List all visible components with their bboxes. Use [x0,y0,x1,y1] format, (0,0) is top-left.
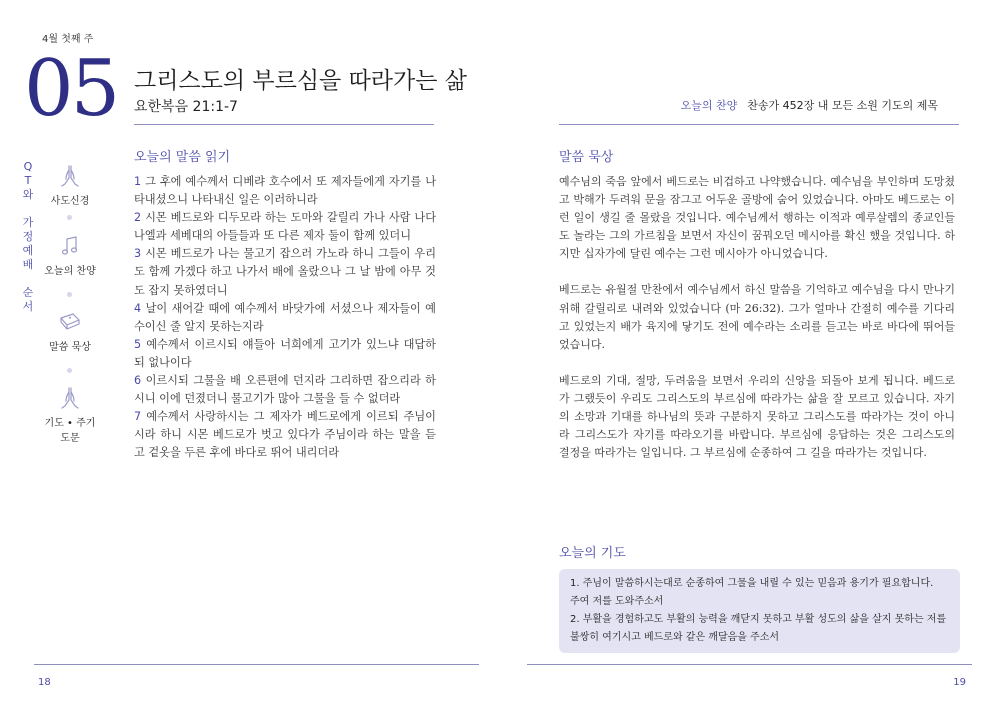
vertical-char: 예 [22,244,34,257]
prayer-heading: 오늘의 기도 [559,546,626,561]
verse-number: 1 [134,175,142,188]
page-title: 그리스도의 부르심을 따라가는 삶 [134,68,467,94]
verse-text: 날이 새어갈 때에 예수께서 바닷가에 서셨으나 제자들이 예수이신 줄 알지 못하는지라 [134,301,436,333]
nav-item-hymn [40,234,100,277]
verse-number: 3 [134,247,142,261]
verse-text: 예수께서 사랑하시는 그 제자가 베드로에게 이르되 주님이시라 하니 시몬 베드로가 벗고 있다가 주님이라 하는 말을 듣고 겉옷을 두른 후에 바다로 뛰어 내리더라 [134,410,436,460]
vertical-section-title [16,160,40,314]
header-divider-right [559,124,959,125]
verse-number: 7 [134,410,142,424]
nav-item-label: 오늘의 찬양 [44,266,96,277]
reading-heading: 오늘의 말씀 읽기 [134,150,231,165]
meditation-section [559,146,955,462]
header-divider-left [134,124,434,125]
vertical-char: 순 [22,286,34,299]
verse-number: 6 [134,374,142,388]
bible-icon [57,310,83,334]
meditation-paragraph: 예수님의 죽음 앞에서 베드로는 비겁하고 나약했습니다. 예수님을 부인하며 도망쳤고 박해가 두려워 문을 잠그고 어두운 골방에 숨어 있었습니다. 아마도 베드로는 이런 일이 생길 줄 몰랐을 것입니다. 예수님께서 행하는 이적과 예루살렘의 종교인들도 놀라는 그의 가르침을 보면서 자신이 꿈꿔오던 메시아를 확신 했을 것입니다. 하지만 십자가에 달린 예수는 그런 메시아가 아니었습니다. [559,175,955,261]
footer-divider-left [34,664,479,665]
praying-hands-icon [59,164,81,188]
prayer-line: 주여 저를 도와주소서 [570,596,664,607]
nav-dot [67,215,72,220]
nav-item-word-meditation [40,310,100,353]
page-number-left: 18 [38,677,51,688]
music-note-icon [59,234,81,258]
reading-body [134,173,436,463]
praying-hands-icon [59,386,81,410]
prayer-box [559,569,960,653]
scripture-reading-section [134,146,436,463]
vertical-gap [16,202,40,216]
prayer-line: 1. 주님이 말씀하시는대로 순종하여 그물을 내릴 수 있는 믿음과 용기가 필요합니다. [570,578,934,589]
verse-number: 5 [134,337,142,351]
vertical-char: Q [23,160,33,173]
prayer-section [559,542,960,653]
hymn-text: 찬송가 452장 내 모든 소원 기도의 제목 [747,99,938,112]
nav-dot [67,292,72,297]
nav-item-apostles-creed [40,164,100,207]
meditation-paragraph: 베드로의 기대, 절망, 두려움을 보면서 우리의 신앙을 되돌아 보게 됩니다. 베드로가 그랬듯이 우리도 그리스도의 부르심에 따라가는 삶을 잘 모르고 있습니다. 자기의 소망과 기대를 하나님의 뜻과 구분하지 못하고 그리스도를 따라가는 것이 아니라 그리스도가 자기를 따라오기를 바랍니다. 부르심에 응답하는 것은 그리스도의 결정을 따라가는 일입니다. 그 부르심에 순종하여 그 길을 따라가는 것입니다. [559,373,955,460]
nav-item-label: 말씀 묵상 [49,342,91,353]
hymn-line [681,97,938,113]
meditation-heading: 말씀 묵상 [559,150,614,165]
verse-number: 2 [134,211,142,225]
nav-item-label: 기도 • 주기도문 [44,418,96,444]
verse-text: 시몬 베드로와 디두모라 하는 도마와 갈릴리 가나 사람 나다나엘과 세베대의 아들들과 또 다른 제자 둘이 함께 있더니 [134,211,436,243]
vertical-char: 배 [22,258,34,271]
week-label: 4월 첫째 주 [42,34,94,45]
verse-number: 4 [134,301,142,315]
nav-item-prayer [40,386,100,444]
vertical-char: 가 [22,216,34,229]
hymn-label: 오늘의 찬양 [680,99,738,112]
page-number-right: 19 [953,677,966,688]
vertical-char: 정 [22,230,34,243]
vertical-char: T [24,174,32,187]
meditation-paragraph: 베드로는 유월절 만찬에서 예수님께서 하신 말씀을 기억하고 예수님을 다시 만나기 위해 갈릴리로 내려와 있었습니다 (마 26:32). 그가 얼마나 간절히 예수를 기다리고 있었는지 배가 육지에 닿기도 전에 예수라는 소리를 듣고는 바로 바다에 뛰어들었습니다. [559,283,955,351]
scripture-reference: 요한복음 21:1-7 [134,99,238,115]
verse-text: 시몬 베드로가 나는 물고기 잡으러 가노라 하니 그들이 우리도 함께 가겠다 하고 나가서 배에 올랐으나 그 날 밤에 아무 것도 잡지 못하였더니 [134,247,436,297]
footer-divider-right [527,664,972,665]
nav-item-label: 사도신경 [50,196,90,207]
verse-text: 예수께서 이르시되 얘들아 너희에게 고기가 있느냐 대답하되 없나이다 [134,337,436,369]
vertical-gap [16,272,40,286]
vertical-char: 서 [22,300,34,313]
verse-text: 이르시되 그물을 배 오른편에 던지라 그리하면 잡으리라 하시니 이에 던졌더니 물고기가 많아 그물을 들 수 없더라 [134,374,436,406]
lesson-number: 05 [24,44,118,134]
vertical-char: 와 [22,188,34,201]
nav-dot [67,368,72,373]
verse-text: 그 후에 예수께서 디베랴 호수에서 또 제자들에게 자기를 나타내셨으니 나타내신 일은 이러하니라 [134,175,436,207]
prayer-line: 2. 부활을 경험하고도 부활의 능력을 깨닫지 못하고 부활 성도의 삶을 살지 못하는 저를 [570,614,947,625]
prayer-line: 불쌍히 여기시고 베드로와 같은 깨달음을 주소서 [570,632,780,643]
